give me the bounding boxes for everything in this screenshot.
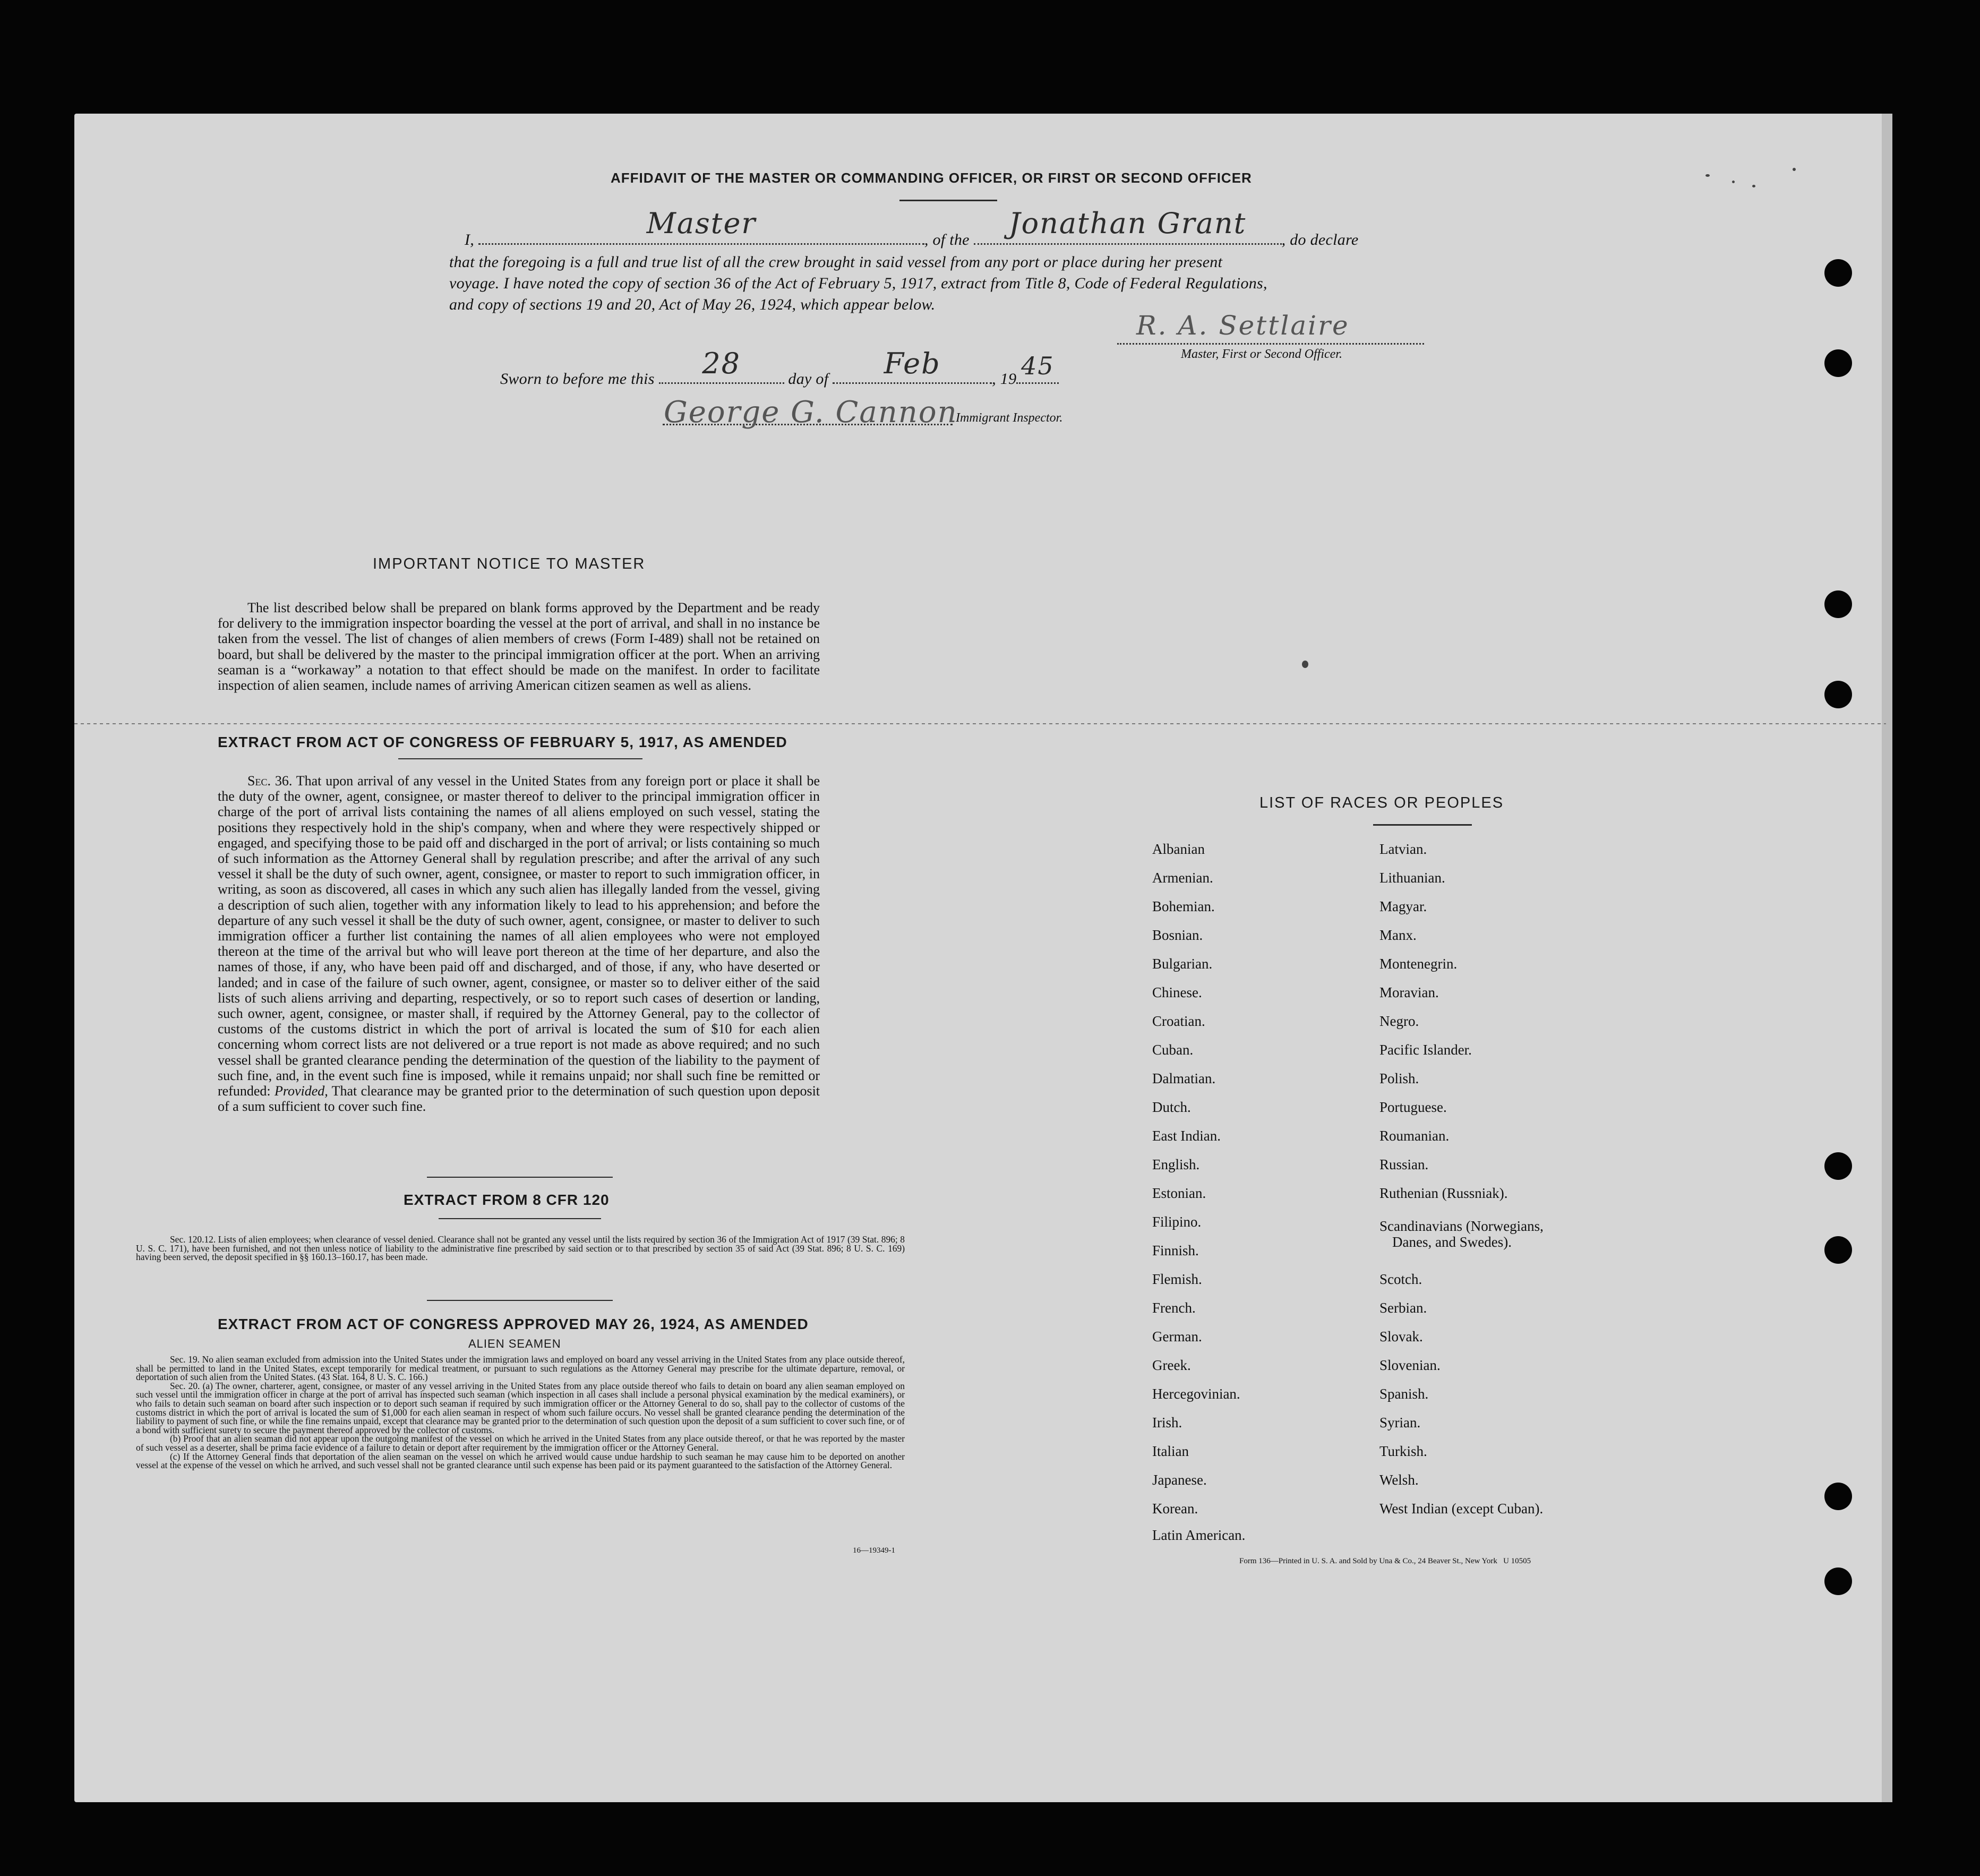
sec-20b-text: (b) Proof that an alien seaman did not appear upon the outgoing manifest of the vessel on which he arrived in the United States from any place outside thereof, or that he was reported by the master of such vessel as a deserter, shall be prima facie evidence of a failure to detain or deport after requirement by the immigration officer or the Attorney General. <box>136 1433 905 1453</box>
race-item: Flemish. <box>1152 1271 1202 1287</box>
sec-19-text: Sec. 19. No alien seaman excluded from admission into the United States under the immigration laws and employed on board any vessel arriving in the United States from any place outside thereof, shall be permitted to land in the United States, except temporarily for medical treatment, or pursuant to such regulations as the Attorney General may prescribe for the ultimate departure, removal, or deportation of such alien from the United States. (43 Stat. 164, 8 U. S. C. 166.) <box>136 1354 905 1383</box>
race-item: Japanese. <box>1152 1472 1207 1488</box>
race-item: Pacific Islander. <box>1379 1042 1472 1058</box>
year-prefix: , 19 <box>992 370 1017 388</box>
extract-cfr-title: EXTRACT FROM 8 CFR 120 <box>404 1192 610 1208</box>
sworn-month-field <box>833 347 992 384</box>
race-item: Dutch. <box>1152 1099 1191 1115</box>
master-caption: Master, First or Second Officer. <box>1181 347 1342 361</box>
sec-20a-text: Sec. 20. (a) The owner, charterer, agent, consignee, or master of any vessel arriving in the United States from any place outside thereof who fails to detain on board any alien seaman employed on such vessel until the immigration officer in charge at the port of arrival has inspected such seaman (which inspection in all cases shall include a personal physical examination by the medical examiners), or who fails to detain such seaman on board after such inspection or to deport such seaman if required by such immigration officer or the Attorney General to do so, shall pay to the collector of customs of the customs district in which the port of arrival is located the sum of $1,000 for each alien seaman in respect of whom such failure occurs. No vessel shall be granted clearance pending the determination of the liability to payment of such fine, or while the fine remains unpaid, except that clearance may be granted prior to the determination of such question upon the deposit of a sum sufficient to cover such fine, or of a bond with sufficient surety to secure the payment thereof approved by the collector of customs. <box>136 1380 905 1435</box>
race-item: Bulgarian. <box>1152 956 1213 972</box>
race-item: Danes, and Swedes). <box>1392 1234 1512 1250</box>
affidavit-line-4: and copy of sections 19 and 20, Act of May 26, 1924, which appear below. <box>449 296 936 313</box>
master-signature-line <box>1117 343 1424 345</box>
races-title: LIST OF RACES OR PEOPLES <box>1259 794 1504 811</box>
punch-hole <box>1824 1152 1852 1180</box>
race-item: Cuban. <box>1152 1042 1194 1058</box>
affidavit-line-1 <box>465 207 1359 249</box>
race-item: Slovenian. <box>1379 1357 1441 1373</box>
race-item: Hercegovinian. <box>1152 1386 1240 1402</box>
race-item: Russian. <box>1379 1157 1429 1172</box>
race-item: Magyar. <box>1379 898 1427 914</box>
extract-1924-title: EXTRACT FROM ACT OF CONGRESS APPROVED MAY 26, 1924, AS AMENDED <box>218 1316 809 1332</box>
officer-field <box>478 207 924 245</box>
punch-hole <box>1824 1567 1852 1595</box>
race-item: West Indian (except Cuban). <box>1379 1501 1544 1517</box>
sec-36-label: Sec. 36. <box>247 773 293 789</box>
form-number: 16—19349-1 <box>853 1546 895 1555</box>
race-item: Bohemian. <box>1152 898 1215 914</box>
race-item: Armenian. <box>1152 870 1213 886</box>
race-item: Croatian. <box>1152 1013 1205 1029</box>
race-item: Spanish. <box>1379 1386 1429 1402</box>
punch-hole <box>1824 1236 1852 1264</box>
race-item: Serbian. <box>1379 1300 1427 1316</box>
master-signature: R. A. Settlaire <box>1136 310 1350 341</box>
year-field <box>1016 352 1059 384</box>
sec-36-body-a: That upon arrival of any vessel in the United States from any foreign port or place it shall be the duty of the owner, agent, consignee, or master thereof to deliver to the principal immigration officer in charge of the port of arrival lists containing the names of all aliens employed on such vessel, stating the positions they respectively hold in the ship's company, when and where they were respectively shipped or engaged, and specifying those to be paid off and discharged in the port of arrival; or lists containing so much of such information as the Attorney General shall by regulation prescribe; and after the arrival of any such vessel it shall be the duty of such owner, agent, consignee, or master to report to such immigration officer, in writing, as soon as discovered, all cases in which any such alien has illegally landed from the vessel, giving a description of such alien, together with any information likely to lead to his apprehension; and before the departure of any such vessel it shall be the duty of such owner, agent, consignee, or master to deliver to such immigration officer a further list containing the names of all alien employees who were not employed thereon at the time of the arrival but who will leave port thereon at the time of her departure, and also the names of those, if any, who have been paid off and discharged, and of those, if any, who have deserted or landed; and in case of the failure of such owner, agent, consignee, or master so to deliver either of the said lists of such aliens arriving and departing, respectively, or so to report such cases of desertion or landing, such owner, agent, consignee, or master shall, if required by the Attorney General, pay to the collector of customs of the customs district in which the port of arrival is located the sum of $10 for each alien concerning whom correct lists are not delivered or a true report is not made as above required; and no such vessel shall be granted clearance pending the determination of the question of the liability to the payment of such fine, and, in the event such fine is imposed, while it remains unpaid; nor shall such fine be remitted or refunded: <box>218 773 820 1099</box>
cfr-title-rule <box>439 1218 601 1219</box>
races-title-rule <box>1373 824 1472 826</box>
race-item: Turkish. <box>1379 1443 1427 1459</box>
race-item: East Indian. <box>1152 1128 1221 1144</box>
race-item: Ruthenian (Russniak). <box>1379 1185 1508 1201</box>
speck <box>1793 168 1796 171</box>
i-label: I, <box>465 231 475 249</box>
of-the-label: , of the <box>924 231 970 249</box>
race-item: Chinese. <box>1152 984 1202 1000</box>
speck <box>1705 174 1710 177</box>
page-fold-line <box>74 723 1886 724</box>
do-declare-label: , do declare <box>1281 231 1359 249</box>
year-handwriting: 45 <box>1021 352 1055 380</box>
punch-hole <box>1824 349 1852 377</box>
race-item: Albanian <box>1152 841 1205 857</box>
race-item: Latvian. <box>1379 841 1427 857</box>
race-item: German. <box>1152 1329 1202 1344</box>
vessel-field <box>974 207 1282 245</box>
cfr-bottom-rule <box>427 1300 613 1301</box>
affidavit-line-2: that the foregoing is a full and true list of all the crew brought in said vessel from any port or place during her present <box>449 253 1223 271</box>
punch-hole <box>1824 1483 1852 1510</box>
inspector-caption: Immigrant Inspector. <box>956 411 1063 425</box>
speck <box>1732 181 1735 183</box>
speck <box>1752 185 1755 187</box>
officer-handwriting: Master <box>646 207 757 240</box>
notice-text: The list described below shall be prepared on blank forms approved by the Department and be ready for delivery to the immigration inspector boarding the vessel at the port of arrival, and shall in no instance be taken from the vessel. The list of changes of alien members of crews (Form I-489) shall not be retained on board, but shall be delivered by the master to the principal immigration officer at the port. When an arriving seaman is a “workaway” a notation to that effect should be made on the manifest. In order to facilitate inspection of alien seamen, include names of arriving American citizen seamen as well as aliens. <box>218 600 820 693</box>
race-item: Latin American. <box>1152 1527 1246 1543</box>
race-item: Slovak. <box>1379 1329 1423 1344</box>
punch-hole <box>1824 590 1852 618</box>
race-item: Estonian. <box>1152 1185 1206 1201</box>
title-rule <box>899 200 997 201</box>
race-item: Welsh. <box>1379 1472 1419 1488</box>
race-item: Bosnian. <box>1152 927 1203 943</box>
notice-title: IMPORTANT NOTICE TO MASTER <box>373 555 646 572</box>
race-item: Roumanian. <box>1379 1128 1450 1144</box>
punch-hole <box>1824 681 1852 708</box>
extract-1924-subtitle: ALIEN SEAMEN <box>468 1337 561 1350</box>
race-item: French. <box>1152 1300 1196 1316</box>
cfr-top-rule <box>427 1177 613 1178</box>
affidavit-line-3: voyage. I have noted the copy of section 36 of the Act of February 5, 1917, extract from Title 8, Code of Federal Regulations, <box>449 275 1267 292</box>
sworn-month-handwriting: Feb <box>884 347 941 380</box>
race-item: Korean. <box>1152 1501 1198 1517</box>
page-edge <box>1882 114 1892 1802</box>
sworn-day-field <box>659 347 784 384</box>
sec-36-body-b: That clearance may be granted prior to the determination of such question upon deposit of a sum sufficient to cover such fine. <box>218 1083 820 1115</box>
race-item: Montenegrin. <box>1379 956 1458 972</box>
race-item: Portuguese. <box>1379 1099 1447 1115</box>
sec-20c-text: (c) If the Attorney General finds that deportation of the alien seaman on the vessel on which he arrived would cause undue hardship to such seaman he may cause him to be deported on another vessel at the expense of the vessel on which he arrived, and such vessel shall not be granted clearance until such expense has been paid or its payment guaranteed to the satisfaction of the Attorney General. <box>136 1451 905 1471</box>
extract-cfr-text: Sec. 120.12. Lists of alien employees; when clearance of vessel denied. Clearance shall not be granted any vessel until the lists required by section 36 of the Immigration Act of 1917 (39 Stat. 896; 8 U. S. C. 171), have been furnished, and not then unless notice of liability to the administrative fine prescribed by said section or to that prescribed by section 35 of said Act (39 Stat. 896; 8 U. S. C. 169) having been served, the deposit specified in §§ 160.13–160.17, has been made. <box>136 1234 905 1263</box>
sworn-line <box>500 347 1059 388</box>
race-item: Polish. <box>1379 1070 1419 1086</box>
race-item: Greek. <box>1152 1357 1191 1373</box>
sworn-label: Sworn to before me this <box>500 370 655 388</box>
race-item: Negro. <box>1379 1013 1419 1029</box>
extract-1917-text <box>218 773 820 1114</box>
inspector-signature: George G. Cannon <box>664 395 958 430</box>
extract-1917-title: EXTRACT FROM ACT OF CONGRESS OF FEBRUARY 5, 1917, AS AMENDED <box>218 734 787 750</box>
race-item: Dalmatian. <box>1152 1070 1216 1086</box>
vessel-handwriting: Jonathan Grant <box>1008 207 1247 240</box>
speck <box>1302 661 1308 668</box>
form-printer-line: Form 136—Printed in U. S. A. and Sold by Una & Co., 24 Beaver St., New York U 10505 <box>1239 1557 1531 1565</box>
race-item: Finnish. <box>1152 1243 1199 1258</box>
sworn-day-handwriting: 28 <box>702 347 741 380</box>
race-item: Moravian. <box>1379 984 1439 1000</box>
day-of-label: day of <box>788 370 829 388</box>
affidavit-title: AFFIDAVIT OF THE MASTER OR COMMANDING OFFICER, OR FIRST OR SECOND OFFICER <box>611 170 1252 186</box>
race-item: Lithuanian. <box>1379 870 1445 886</box>
race-item: Filipino. <box>1152 1214 1202 1230</box>
race-item: Syrian. <box>1379 1415 1421 1430</box>
extract-1917-rule <box>398 758 642 759</box>
extract-1924-text <box>136 1355 905 1470</box>
punch-hole <box>1824 259 1852 287</box>
race-item: Italian <box>1152 1443 1189 1459</box>
race-item: Scotch. <box>1379 1271 1422 1287</box>
race-item: Irish. <box>1152 1415 1182 1430</box>
race-item: Manx. <box>1379 927 1417 943</box>
provided-word: Provided, <box>274 1083 328 1099</box>
race-item: Scandinavians (Norwegians, <box>1379 1218 1544 1234</box>
race-item: English. <box>1152 1157 1200 1172</box>
